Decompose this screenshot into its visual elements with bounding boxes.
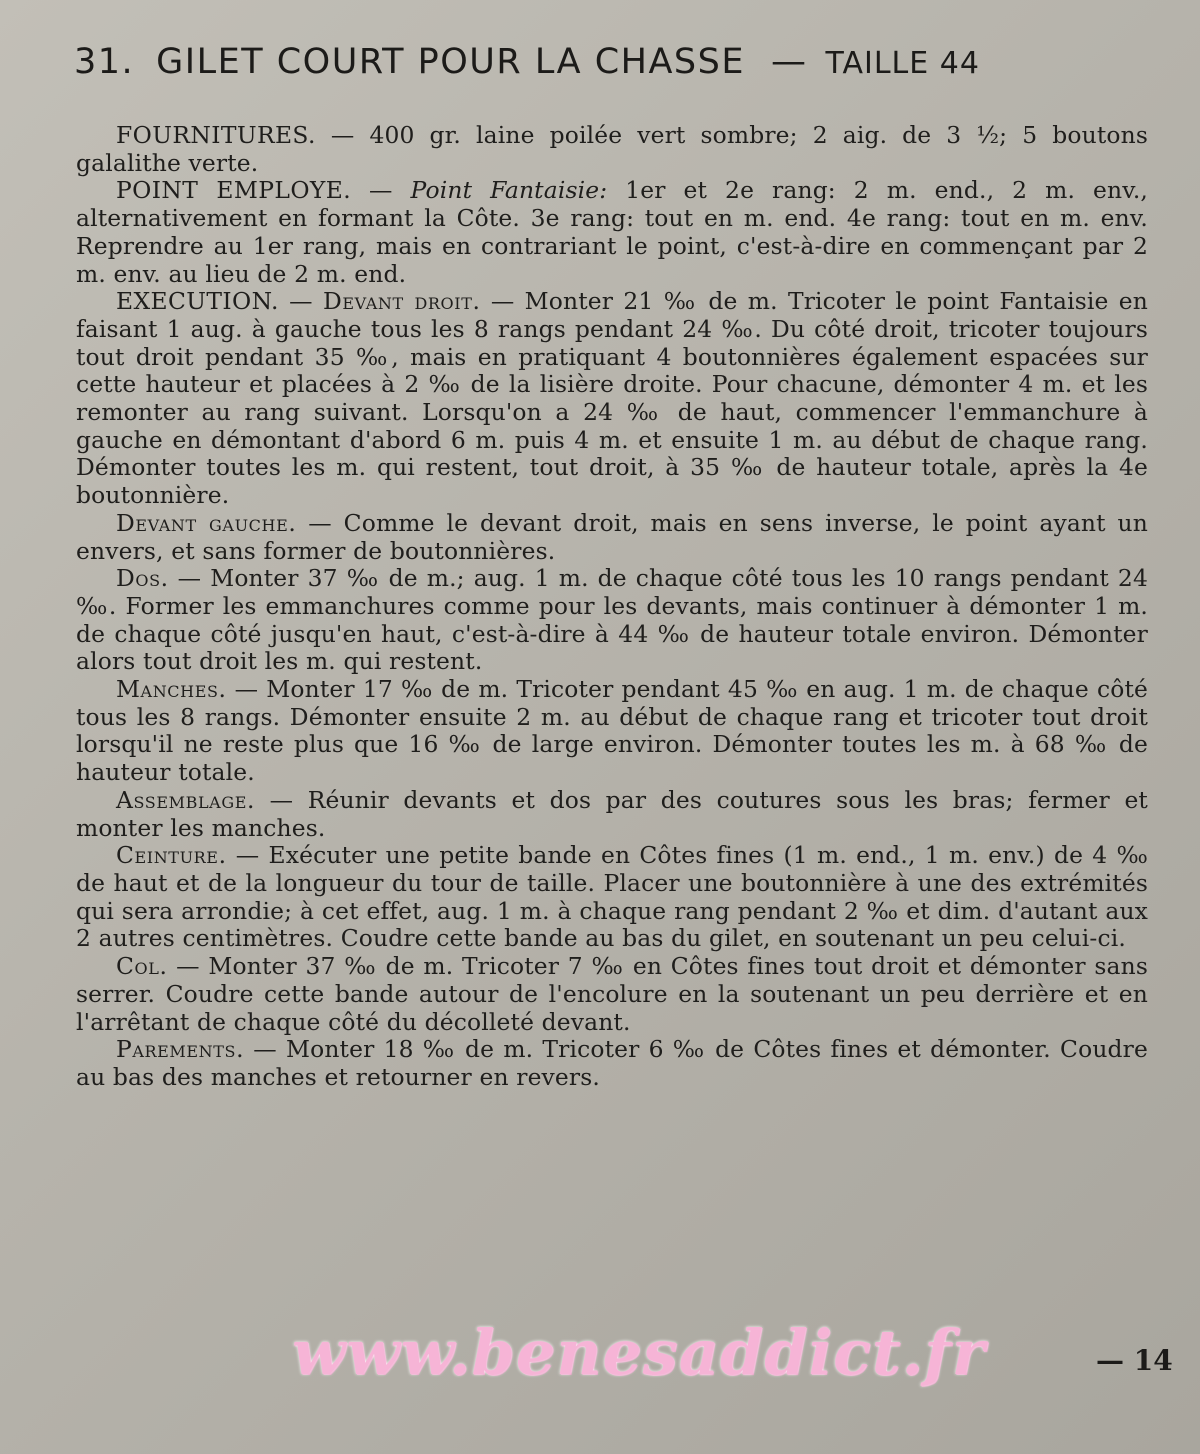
section-dos [76,565,1148,676]
section-label: POINT EMPLOYE. [116,176,352,205]
section-text: — Monter 37 ‰ de m.; aug. 1 m. de chaque côté tous les 10 rangs pendant 24 ‰. Former les emmanchures comme pour les devants, mais continuer à démonter 1 m. de chaque côté jusqu'en haut, c'est-à-dire à 44 ‰ de hauteur totale environ. Démonter alors tout droit les m. qui restent. [76,564,1148,676]
section-execution [76,288,1148,510]
section-point-employe [76,177,1148,288]
subsection-label: Devant droit. [323,287,481,316]
page-number: — 14 [1096,1344,1173,1377]
section-label: Dos. [116,564,169,593]
pattern-number: 31. [74,42,135,82]
section-col [76,953,1148,1036]
section-text: — Monter 17 ‰ de m. Tricoter pendant 45 ‰ en aug. 1 m. de chaque côté tous les 8 rangs. Démonter ensuite 2 m. au début de chaque rang et tricoter tout droit lorsqu'il ne reste plus que 16 ‰ de large environ. Démonter toutes les m. à 68 ‰ de hauteur totale. [76,675,1148,787]
section-text: 1er et 2e rang: 2 m. end., 2 m. env., alternativement en formant la Côte. 3e rang: tout en m. end. 4e rang: tout en m. env. Reprendre au 1er rang, mais en contrariant le point, c'est-à-dire en commençant par 2 m. env. au lieu de 2 m. end. [76,176,1148,288]
title-dash: — [770,42,808,82]
section-text: — Exécuter une petite bande en Côtes fines (1 m. end., 1 m. env.) de 4 ‰ de haut et de la longueur du tour de taille. Placer une boutonnière à une des extrémités qui sera arrondie; à cet effet, aug. 1 m. à chaque rang pendant 2 ‰ et dim. d'autant aux 2 autres centimètres. Coudre cette bande au bas du gilet, en soutenant un peu celui-ci. [76,841,1148,953]
stitch-name: Point Fantaisie: [410,176,608,205]
page-title [74,42,1154,82]
section-manches [76,676,1148,787]
section-label: Manches. [116,675,227,704]
pattern-title: GILET COURT POUR LA CHASSE [156,42,745,82]
pattern-size: TAILLE 44 [825,46,980,81]
section-ceinture [76,842,1148,953]
section-label: FOURNITURES. [116,121,316,149]
section-label: Assemblage. [116,785,256,814]
section-label: Ceinture. [116,841,227,870]
section-dash: — [351,176,411,205]
section-fournitures [76,122,1148,177]
section-label: Devant gauche. [116,508,297,537]
section-text: — 400 gr. laine poilée vert sombre; 2 aig. de 3 ½; 5 boutons galalithe verte. [76,121,1148,177]
section-label: Col. [116,952,168,981]
section-text: — Comme le devant droit, mais en sens inverse, le point ayant un envers, et sans former de boutonnières. [76,508,1148,565]
watermark-link[interactable]: www.benesaddict.fr [292,1316,986,1389]
section-text: — Monter 21 ‰ de m. Tricoter le point Fantaisie en faisant 1 aug. à gauche tous les 8 rangs pendant 24 ‰. Du côté droit, tricoter toujours tout droit pendant 35 ‰, mais en pratiquant 4 boutonnières également espacées sur cette hauteur et placées à 2 ‰ de la lisière droite. Pour chacune, démonter 4 m. et les remonter au rang suivant. Lorsqu'on a 24 ‰ de haut, commencer l'emmanchure à gauche en démontant d'abord 6 m. puis 4 m. et ensuite 1 m. au début de chaque rang. Démonter toutes les m. qui restent, tout droit, à 35 ‰ de hauteur totale, après la 4e boutonnière. [76,287,1148,510]
section-parements [76,1036,1148,1091]
section-dash: — [278,287,323,316]
section-assemblage [76,787,1148,842]
section-label: EXECUTION. [116,287,279,316]
section-text: — Monter 18 ‰ de m. Tricoter 6 ‰ de Côtes fines et démonter. Coudre au bas des manches et retourner en revers. [76,1035,1148,1091]
section-devant-gauche [76,510,1148,565]
pattern-instructions [76,122,1148,1092]
section-label: Parements. [116,1035,245,1064]
section-text: — Monter 37 ‰ de m. Tricoter 7 ‰ en Côtes fines tout droit et démonter sans serrer. Coudre cette bande autour de l'encolure en la soutenant un peu derrière et en l'arrêtant de chaque côté du décolleté devant. [76,952,1148,1036]
section-text: — Réunir devants et dos par des coutures sous les bras; fermer et monter les manches. [76,785,1148,842]
